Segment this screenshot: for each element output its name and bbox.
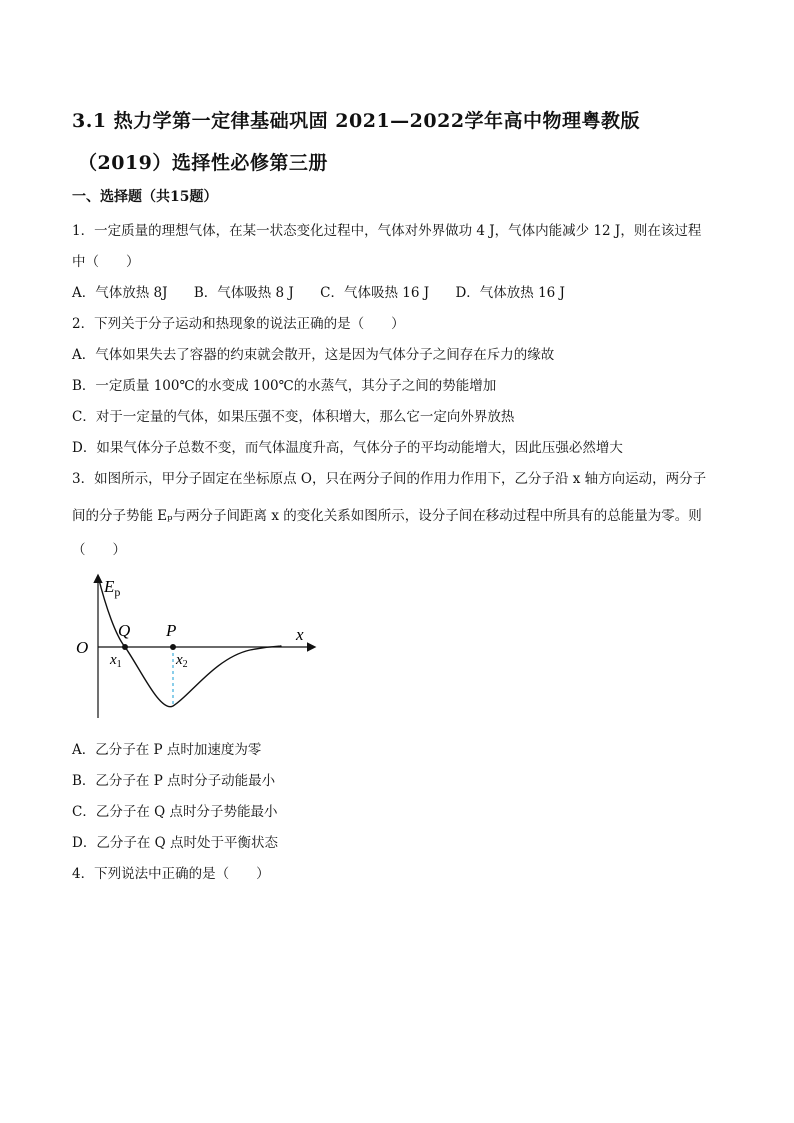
q3-stem-line2: 间的分子势能 Eₚ与两分子间距离 x 的变化关系如图所示，设分子间在移动过程中所具有的总能量为零。则 <box>72 508 702 524</box>
q1-options <box>72 281 587 301</box>
potential-energy-curve <box>98 576 281 707</box>
q3-option-a: A．乙分子在 P 点时加速度为零 <box>72 742 262 758</box>
q2-option-c: C．对于一定量的气体，如果压强不变，体积增大，那么它一定向外界放热 <box>72 409 515 425</box>
origin-label: O <box>76 638 89 657</box>
y-axis-label: $E_p$ <box>104 577 121 599</box>
q3-option-d: D．乙分子在 Q 点时处于平衡状态 <box>72 835 278 851</box>
point-p-label: P <box>166 621 177 640</box>
q3-option-b: B．乙分子在 P 点时分子动能最小 <box>72 773 276 789</box>
document-title-line2: （2019）选择性必修第三册 <box>78 152 328 174</box>
q3-stem-line3: （ ） <box>72 542 126 558</box>
potential-energy-figure <box>70 568 330 728</box>
q2-option-a: A．气体如果失去了容器的约束就会散开，这是因为气体分子之间存在斥力的缘故 <box>72 347 555 363</box>
q4-stem: 4．下列说法中正确的是（ ） <box>72 866 270 882</box>
point-q-label: Q <box>118 621 131 640</box>
q1-option-d: D．气体放热 16 J <box>455 285 565 301</box>
x2-label: $x_2$ <box>176 652 188 670</box>
q1-stem-line2: 中（ ） <box>72 254 140 270</box>
q1-option-a: A．气体放热 8J <box>72 285 168 301</box>
q3-stem-line1: 3．如图所示，甲分子固定在坐标原点 O，只在两分子间的作用力作用下，乙分子沿 x 轴方向运动，两分子 <box>72 471 707 487</box>
point-p <box>170 644 176 650</box>
q2-option-d: D．如果气体分子总数不变，而气体温度升高，气体分子的平均动能增大，因此压强必然增大 <box>72 440 623 456</box>
q2-option-b: B．一定质量 100℃的水变成 100℃的水蒸气，其分子之间的势能增加 <box>72 378 497 394</box>
document-title-line1: 3.1 热力学第一定律基础巩固 2021—2022学年高中物理粤教版 <box>72 110 641 132</box>
point-q <box>122 644 128 650</box>
potential-energy-graph <box>70 568 330 728</box>
q2-stem: 2．下列关于分子运动和热现象的说法正确的是（ ） <box>72 316 405 332</box>
q1-option-b: B．气体吸热 8 J <box>193 285 294 301</box>
x-axis-label: x <box>296 625 304 644</box>
q1-option-c: C．气体吸热 16 J <box>320 285 430 301</box>
x1-label: $x_1$ <box>110 652 122 670</box>
q3-option-c: C．乙分子在 Q 点时分子势能最小 <box>72 804 278 820</box>
q1-stem-line1: 1．一定质量的理想气体，在某一状态变化过程中，气体对外界做功 4 J，气体内能减少 12 J，则在该过程 <box>72 223 702 239</box>
section-heading: 一、选择题（共15题） <box>72 189 218 205</box>
